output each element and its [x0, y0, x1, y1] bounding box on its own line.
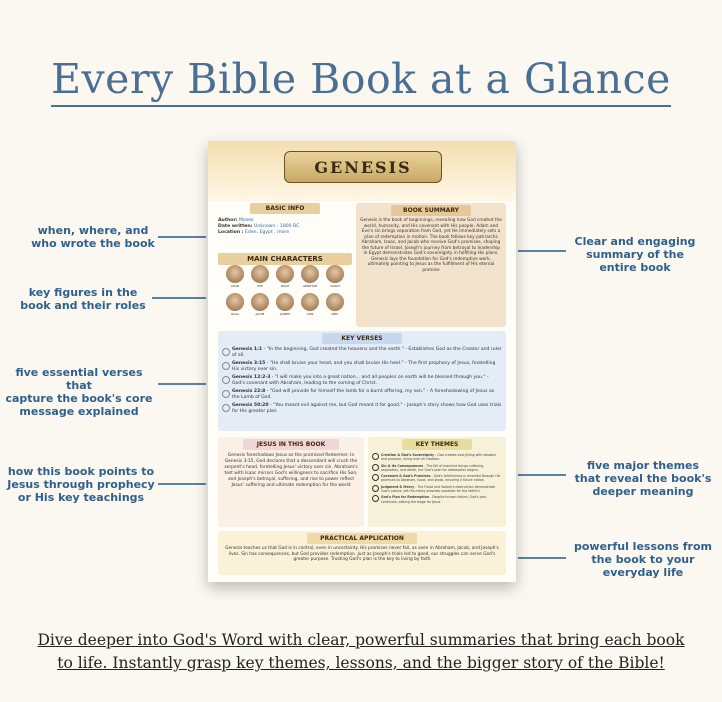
- character-avatar: [324, 265, 346, 288]
- character-portrait: [251, 293, 269, 311]
- practical-box: [218, 531, 506, 575]
- character-name: ABRAHAM: [302, 284, 317, 288]
- cross-icon: [222, 348, 230, 356]
- character-name: ADAM: [230, 284, 240, 288]
- cross-icon: [222, 404, 230, 412]
- location-value: Eden, Egypt , more: [245, 230, 290, 235]
- connector-line: [158, 483, 206, 485]
- location-label: Location :: [218, 230, 244, 235]
- verse-text: - "He shall bruise your head, and you shall bruise His heel." - The first prophecy of Jesus, foretelling His victory over sin.: [232, 361, 496, 372]
- character-name: NOAH: [280, 284, 290, 288]
- character-avatar: [299, 293, 321, 316]
- verse-text: - "God will provide for himself the lamb for a burnt offering, my son." - A foreshadowing of Jesus as the Lamb of God.: [232, 389, 495, 400]
- key-verse-item: [222, 389, 502, 401]
- character-avatar: [274, 265, 296, 288]
- connector-line: [518, 250, 566, 252]
- author-label: Author:: [218, 218, 238, 223]
- page-title-text: Every Bible Book at a Glance: [51, 55, 671, 107]
- annotation-themes: five major themes that reveal the book's deeper meaning: [574, 459, 712, 498]
- verse-ref: Genesis 3:15: [232, 361, 266, 366]
- key-theme-item: [372, 464, 502, 473]
- annotation-practical: powerful lessons from the book to your everyday life: [573, 540, 712, 579]
- cross-icon: [222, 362, 230, 370]
- annotation-key-figures: key figures in the book and their roles: [20, 286, 146, 312]
- footer-line-2: to life. Instantly grasp key themes, lessons, and the bigger story of the Bible!: [57, 654, 665, 672]
- date-value: Unknown - 1800 BC: [254, 224, 300, 229]
- jesus-text: Genesis foreshadows Jesus as the promised Redeemer. In Genesis 3:15, God declares that a descendant will crush the serpent's head, foretelling Jesus' victory over sin. Abraham's test with Isaac mirrors God's willingness to sacrifice His Son, and Joseph's betrayal, suffering, and rise to power reflect Jesus' suffering and ultimate redemption for the world: [224, 453, 358, 488]
- key-theme-item: [372, 474, 502, 483]
- footer-line-1: Dive deeper into God's Word with clear, powerful summaries that bring each book: [37, 631, 685, 649]
- character-avatar: [274, 293, 296, 316]
- cross-icon: [222, 376, 230, 384]
- key-verse-item: [222, 403, 502, 415]
- book-summary-box: [356, 203, 506, 327]
- genesis-sheet: [208, 141, 516, 582]
- basic-info-box: [218, 203, 352, 253]
- character-name: ABEL: [331, 312, 339, 316]
- magnifier-icon: [372, 485, 379, 492]
- key-theme-item: [372, 495, 502, 504]
- connector-line: [158, 236, 206, 238]
- character-avatar: [224, 293, 246, 316]
- book-title-scroll: [284, 151, 442, 183]
- character-avatar: [249, 293, 271, 316]
- book-summary-heading: BOOK SUMMARY: [391, 205, 471, 216]
- main-characters-heading: MAIN CHARACTERS: [218, 253, 352, 265]
- character-avatar: [249, 265, 271, 288]
- jesus-heading: JESUS IN THIS BOOK: [243, 439, 339, 450]
- connector-line: [518, 474, 566, 476]
- magnifier-icon: [372, 495, 379, 502]
- key-theme-item: [372, 485, 502, 494]
- jesus-box: [218, 437, 364, 527]
- character-portrait: [251, 265, 269, 283]
- magnifier-icon: [372, 453, 379, 460]
- theme-text: - God's faithfulness is revealed through His promises to Abraham, Isaac, and Jacob, ensuring a future nation.: [381, 474, 501, 483]
- key-themes-heading: KEY THEMES: [402, 439, 472, 450]
- annotation-author-info: when, where, and who wrote the book: [31, 224, 155, 250]
- character-avatar: [324, 293, 346, 316]
- practical-text: Genesis teaches us that God is in control, even in uncertainty. His promises never fail, as seen in Abraham, Jacob, and Joseph's lives. Sin has consequences, but God provides redemption. Just as Joseph's trials led to good, our struggles can serve God's greater purpose. Trusting God's plan is the key to living by faith: [225, 546, 499, 563]
- character-name: CAIN: [306, 312, 314, 316]
- character-portrait: [326, 293, 344, 311]
- character-name: ISAAC: [230, 312, 240, 316]
- verse-ref: Genesis 1:1: [232, 347, 263, 352]
- character-portrait: [226, 293, 244, 311]
- main-characters-box: [218, 253, 352, 323]
- theme-text: - The Flood and Sodom's destruction demonstrate God's justice, yet His mercy provides salvation for the faithful.: [381, 484, 496, 494]
- character-name: JACOB: [255, 312, 265, 316]
- key-theme-item: [372, 453, 502, 462]
- character-avatar: [224, 265, 246, 288]
- character-portrait: [226, 265, 244, 283]
- annotation-verses: five essential verses that capture the book's core message explained: [5, 366, 153, 418]
- verse-text: - "In the beginning, God created the heavens and the earth." - Establishes God as the Creator and ruler of all.: [232, 347, 502, 358]
- theme-text: - God creates everything with wisdom and purpose, ruling over all creation.: [381, 453, 496, 462]
- character-portrait: [276, 293, 294, 311]
- verse-ref: Genesis 12:2-3: [232, 375, 271, 380]
- verse-ref: Genesis 22:8: [232, 389, 266, 394]
- verse-text: - "You meant evil against me, but God meant it for good." - Joseph's story shows how God uses trials for His greater plan: [232, 403, 502, 414]
- character-portrait: [326, 265, 344, 283]
- author-value: Moses: [239, 218, 254, 223]
- key-themes-box: [368, 437, 506, 527]
- connector-line: [158, 383, 206, 385]
- cross-icon: [222, 390, 230, 398]
- theme-text: - Despite human failure, God's plan continues, setting the stage for Jesus: [381, 495, 487, 504]
- magnifier-icon: [372, 474, 379, 481]
- annotation-summary: Clear and engaging summary of the entire book: [574, 235, 696, 274]
- character-portrait: [301, 265, 319, 283]
- footer-tagline: [0, 629, 722, 675]
- verse-text: - "I will make you into a great nation... and all peoples on earth will be blessed through you." - God's covenant with Abraham, leading to the coming of Christ.: [232, 375, 489, 386]
- theme-name: Sin & Its Consequences: [381, 463, 424, 468]
- annotation-jesus: how this book points to Jesus through prophecy or His key teachings: [7, 465, 155, 504]
- character-portrait: [276, 265, 294, 283]
- basic-info-heading: BASIC INFO: [250, 203, 320, 214]
- key-verses-heading: KEY VERSES: [322, 333, 402, 344]
- key-verses-box: [218, 331, 506, 431]
- magnifier-icon: [372, 464, 379, 471]
- theme-name: God's Plan for Redemption: [381, 495, 430, 500]
- key-verse-item: [222, 347, 502, 359]
- practical-heading: PRACTICAL APPLICATION: [307, 533, 417, 544]
- theme-text: - The fall of mankind brings suffering, separation, and death, but God's plan for redemption begins.: [381, 463, 485, 472]
- book-summary-text: Genesis is the book of beginnings, revealing how God created the world, humanity, and His covenant with His people. Adam and Eve's sin brings separation from God, yet He immediately sets a plan of redemption in motion. The book follows key patriarchs Abraham, Isaac, and Jacob who receive God's promises, shaping the future of Israel. Joseph's journey from betrayal to leadership in Egypt demonstrates God's sovereignty in fulfilling His plans. Genesis lays the foundation for God's redemptive work, ultimately pointing to Jesus as the fulfillment of His eternal promise: [360, 218, 502, 273]
- character-avatar: [299, 265, 321, 288]
- character-portrait: [301, 293, 319, 311]
- theme-name: Creation & God's Sovereignty: [381, 453, 435, 457]
- location-line: [218, 230, 352, 236]
- verse-ref: Genesis 50:20: [232, 403, 269, 408]
- date-label: Date written:: [218, 224, 253, 229]
- character-name: JOSEPH: [279, 312, 291, 316]
- book-name: GENESIS: [314, 157, 412, 177]
- theme-name: Covenant & God's Promises: [381, 474, 431, 479]
- key-verse-item: [222, 361, 502, 373]
- connector-line: [152, 297, 206, 299]
- theme-name: Judgment & Mercy: [381, 484, 415, 489]
- page-title: [0, 55, 722, 103]
- character-name: SARAH: [330, 284, 340, 288]
- key-verse-item: [222, 375, 502, 387]
- character-name: EVE: [257, 284, 263, 288]
- connector-line: [518, 557, 566, 559]
